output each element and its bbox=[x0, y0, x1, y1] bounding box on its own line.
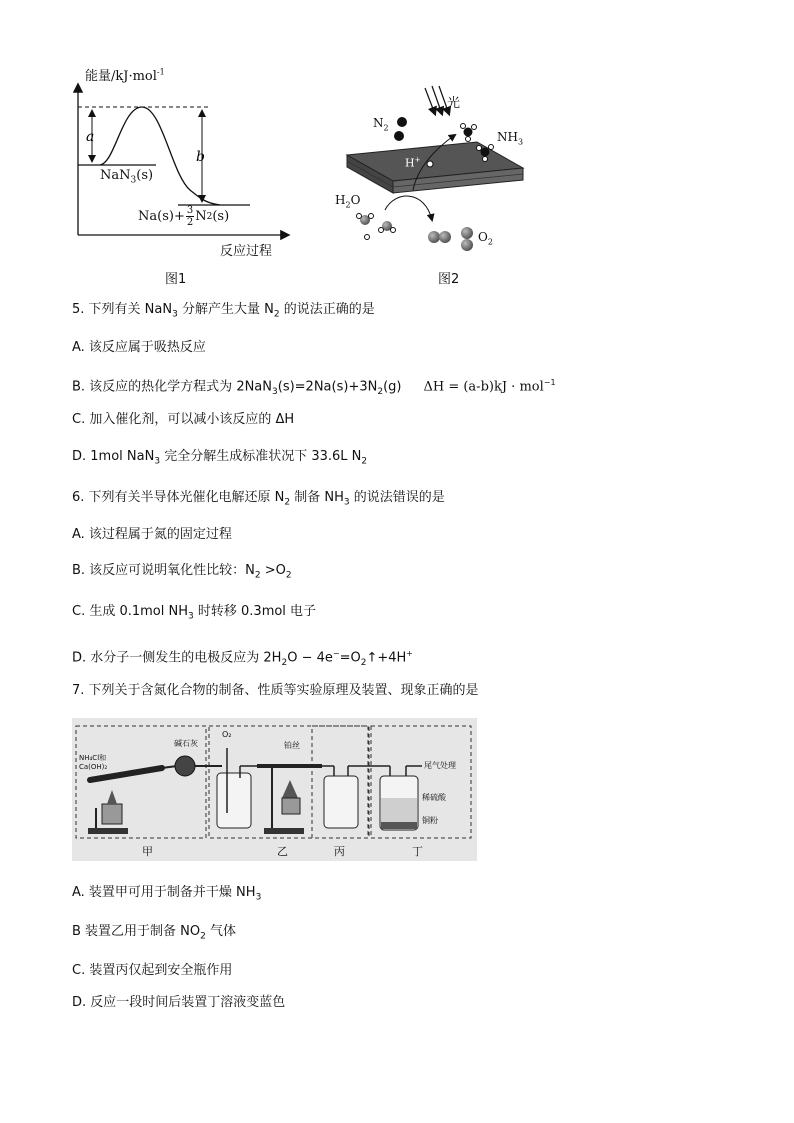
question-7-stem: 7. 下列关于含氮化合物的制备、性质等实验原理及装置、现象正确的是 bbox=[72, 683, 479, 698]
label-bing: 丙 bbox=[334, 845, 345, 858]
label-jia: 甲 bbox=[142, 845, 153, 858]
question-5-option-d: D. 1mol NaN$_3$ 完全分解生成标准状况下 33.6L $N_2$ bbox=[72, 449, 368, 467]
o2-atom bbox=[428, 231, 440, 243]
reagent-label: NH₄Cl和 Ca(OH)₂ bbox=[79, 754, 108, 771]
question-6-option-d: D. 水分子一侧发生的电极反应为 $2H_2O$ − $4e^-=O_2↑+4H^+$ bbox=[72, 649, 413, 668]
label-yi: 乙 bbox=[277, 845, 288, 858]
o2-atom bbox=[461, 239, 473, 251]
label-a: a bbox=[86, 129, 95, 145]
question-5-stem: 5. 下列有关 NaN$_3$ 分解产生大量 $N_2$ 的说法正确的是 bbox=[72, 302, 375, 320]
reactant-label: NaN$_3$(s) bbox=[100, 168, 154, 186]
question-6-option-c: C. 生成 0.1mol $NH_3$ 时转移 0.3mol 电子 bbox=[72, 604, 317, 622]
question-5-option-b: B. 该反应的热化学方程式为 $2NaN_3(s)=2Na(s)+3N_2(g) \Delta H = (a-b)kJ \cdot mol^{-1}$ bbox=[72, 378, 556, 397]
water-arrow bbox=[385, 196, 432, 220]
copper-label: 铜粉 bbox=[422, 816, 438, 825]
figure-1 bbox=[60, 55, 300, 295]
label-ding: 丁 bbox=[412, 845, 423, 858]
n-atom bbox=[397, 117, 407, 127]
n-atom bbox=[394, 131, 404, 141]
question-6-option-a: A. 该过程属于氮的固定过程 bbox=[72, 527, 232, 542]
y-axis-label: 能量/kJ·mol$^{-1}$ bbox=[85, 67, 165, 84]
question-6-option-b: B. 该反应可说明氧化性比较：$N_2 >O_2$ bbox=[72, 563, 292, 581]
energy-diagram bbox=[60, 55, 300, 295]
apparatus-drawing bbox=[72, 718, 477, 861]
question-5-option-c: C. 加入催化剂，可以减小该反应的 ΔH bbox=[72, 412, 295, 427]
n2-label: $N_2$ bbox=[373, 116, 389, 133]
drying-tube bbox=[175, 756, 195, 776]
bottle-yi bbox=[217, 773, 251, 828]
figure-1-caption: 图1 bbox=[165, 272, 187, 287]
h2o-label: $H_2O$ bbox=[335, 193, 361, 210]
question-5-option-a: A. 该反应属于吸热反应 bbox=[72, 340, 206, 355]
question-6-stem: 6. 下列有关半导体光催化电解还原 $N_2$ 制备 $NH_3$ 的说法错误的是 bbox=[72, 490, 445, 508]
h-plus-label: H+ bbox=[405, 156, 421, 170]
photocatalysis-diagram bbox=[325, 80, 540, 290]
light-label: 光 bbox=[447, 96, 461, 111]
o2-label: $O_2$ bbox=[478, 230, 493, 247]
platinum-label: 铂丝 bbox=[284, 741, 300, 750]
apparatus-figure bbox=[72, 718, 477, 861]
o2-inlet-label: O₂ bbox=[222, 730, 232, 739]
question-7-option-c: C. 装置丙仅起到安全瓶作用 bbox=[72, 963, 233, 978]
nh3-n-atom bbox=[464, 128, 473, 137]
figure-2 bbox=[325, 80, 540, 290]
o2-atom bbox=[439, 231, 451, 243]
bottle-bing bbox=[324, 776, 358, 828]
question-7-option-b: B 装置乙用于制备 $NO_2$ 气体 bbox=[72, 924, 237, 942]
nh3-label: $NH_3$ bbox=[497, 130, 524, 147]
o2-atom bbox=[461, 227, 473, 239]
x-axis-label: 反应过程 bbox=[220, 244, 273, 259]
question-7-option-d: D. 反应一段时间后装置丁溶液变蓝色 bbox=[72, 995, 286, 1010]
label-b: b bbox=[196, 149, 205, 165]
product-label: Na(s)+ $\frac{3}{2}$ N 2 (s) bbox=[138, 205, 230, 228]
soda-lime-label: 碱石灰 bbox=[174, 739, 198, 748]
dilute-acid-label: 稀硫酸 bbox=[422, 793, 446, 802]
tail-gas-label: 尾气处理 bbox=[424, 761, 456, 770]
figure-2-caption: 图2 bbox=[438, 272, 460, 287]
question-7-option-a: A. 装置甲可用于制备并干燥 $NH_3$ bbox=[72, 885, 262, 903]
